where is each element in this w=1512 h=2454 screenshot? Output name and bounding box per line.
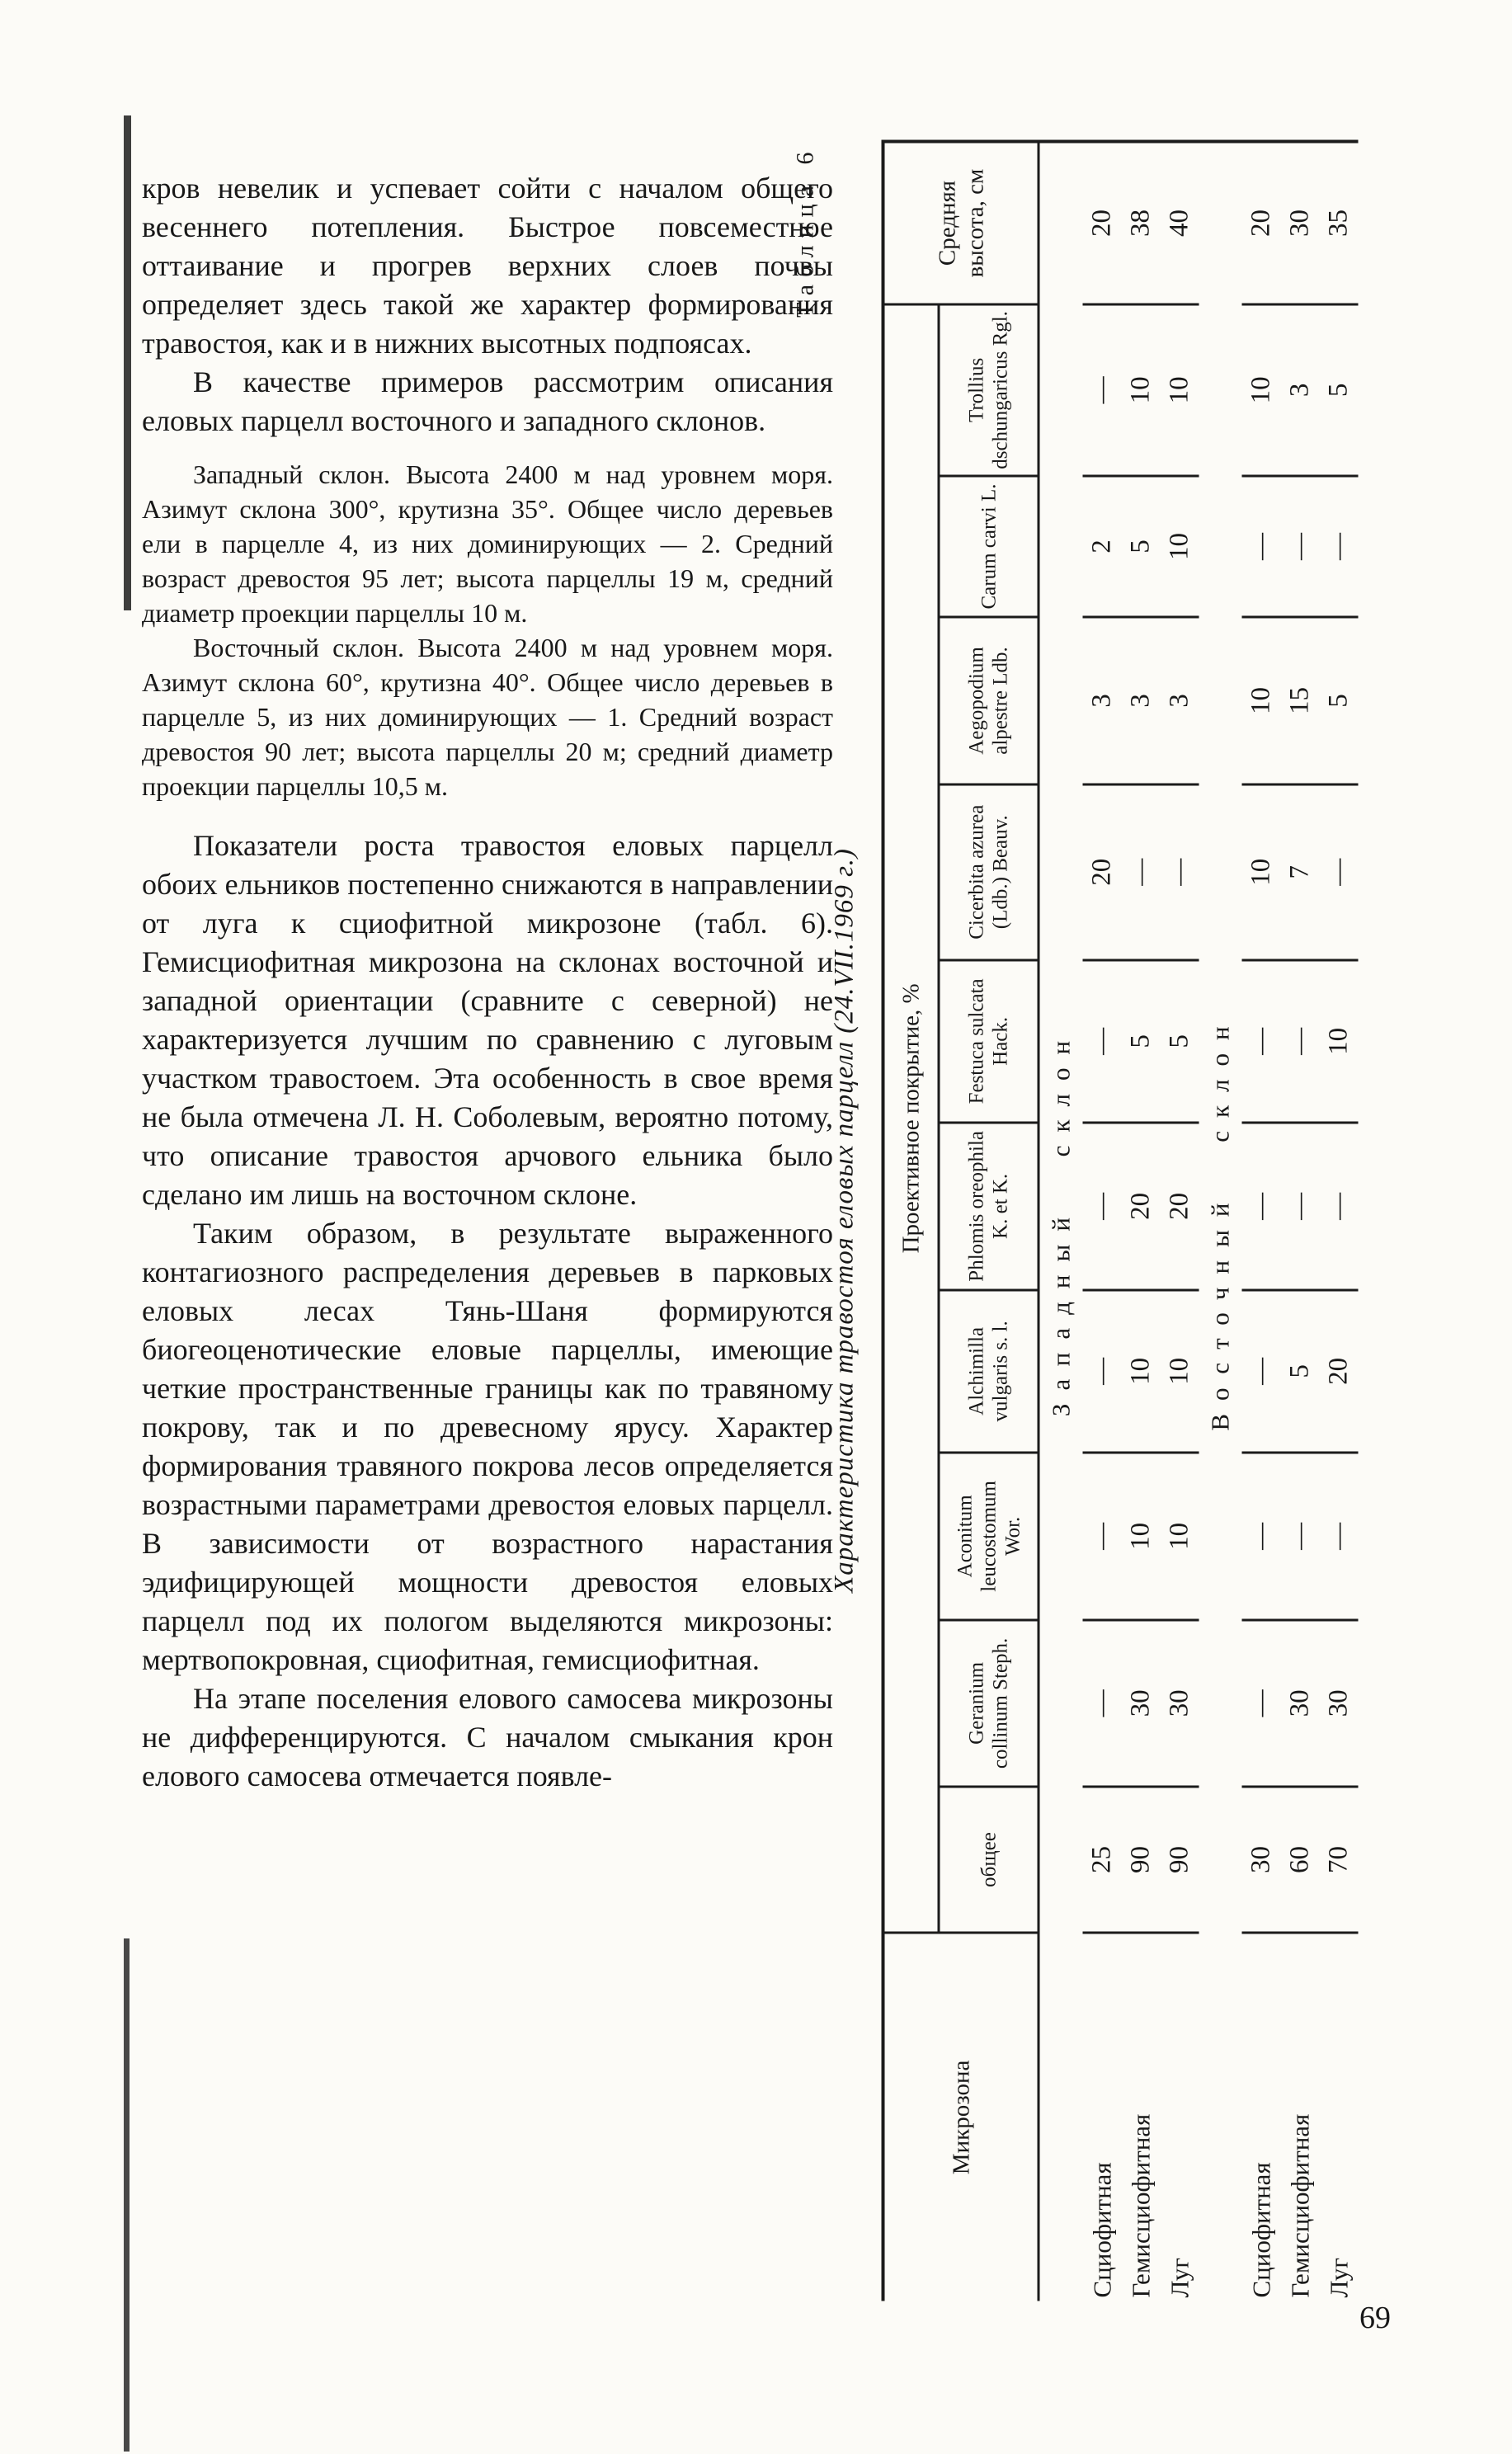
- scan-artifact-line: [124, 115, 131, 610]
- paragraph-west-slope: Западный склон. Высота 2400 м над уровнем моря. Азимут склона 300°, крутизна 35°. Общее число деревьев ели в парцелле 4, из них доминирующих — 2. Средний возраст древостоя 95 лет; высота парцеллы 19 м, средний диаметр проекции парцеллы 10 м.: [142, 459, 833, 628]
- table-row: [1122, 142, 1161, 2301]
- value-cell: 15: [1281, 617, 1320, 784]
- paragraph: На этапе поселения елового самосева микрозоны не дифференцируются. С началом смыкания крон елового самосева отмечается появле-: [142, 1682, 833, 1792]
- value-cell: 20: [1122, 1123, 1161, 1290]
- value-cell: 20: [1083, 142, 1122, 304]
- value-cell: —: [1083, 960, 1122, 1123]
- column-header-projective-cover: Проективное покрытие, %: [883, 304, 940, 1933]
- column-header-species: общее: [939, 1787, 1039, 1933]
- microzone-cell: Луг: [1324, 2258, 1353, 2298]
- group-header-west-slope: Западный склон: [1046, 1027, 1076, 1417]
- value-cell: 38: [1122, 142, 1161, 304]
- value-cell: —: [1083, 1123, 1122, 1290]
- value-cell: 5: [1122, 960, 1161, 1123]
- column-header-mean-height: Средняя высота, см: [883, 142, 1039, 304]
- value-cell: —: [1242, 476, 1281, 617]
- table-row: [1161, 142, 1199, 2301]
- value-cell: —: [1083, 1620, 1122, 1788]
- paragraph: Показатели роста травостоя еловых парцелл обоих ельников постепенно снижаются в направлении от луга к сциофитной микрозоне (табл. 6). Гемисциофитная микрозона на склонах восточной и западной ориентации (сравните с северной) не характеризуется лучшим по сравнению с луговым участком травостоем. Эта особенность в свое время не была отмечена Л. Н. Соболевым, вероятно потому, что описание травостоя арчового ельника было сделано им лишь на восточном склоне.: [142, 829, 833, 1211]
- microzone-cell: Луг: [1165, 2258, 1194, 2298]
- rotated-table-block: [792, 140, 1512, 2301]
- microzone-cell: Сциофитная: [1087, 2162, 1116, 2298]
- value-cell: —: [1320, 784, 1359, 960]
- table-row: [1281, 142, 1320, 2301]
- table-caption: Характеристика травостоя еловых парцелл (24.VII.1969 г.): [829, 848, 860, 1593]
- table-label: Таблица 6: [791, 144, 819, 318]
- table-row: [1083, 142, 1122, 2301]
- value-cell: 3: [1161, 617, 1199, 784]
- value-cell: 70: [1320, 1787, 1359, 1933]
- value-cell: 30: [1242, 1787, 1281, 1933]
- column-header-species: Aegopodium alpestre Ldb.: [939, 617, 1039, 784]
- value-cell: 30: [1320, 1620, 1359, 1788]
- column-header-species: Festuca sulcata Hack.: [939, 960, 1039, 1123]
- value-cell: 2: [1083, 476, 1122, 617]
- value-cell: 10: [1161, 304, 1199, 476]
- paragraph: В качестве примеров рассмотрим описания еловых парцелл восточного и западного склонов.: [142, 365, 833, 437]
- page-number: 69: [1359, 2301, 1391, 2335]
- value-cell: —: [1242, 1453, 1281, 1620]
- microzone-cell: Сциофитная: [1246, 2162, 1275, 2298]
- value-cell: 30: [1122, 1620, 1161, 1788]
- value-cell: 3: [1281, 304, 1320, 476]
- value-cell: —: [1242, 1290, 1281, 1453]
- value-cell: 10: [1242, 304, 1281, 476]
- value-cell: —: [1320, 476, 1359, 617]
- column-header-species: Aconitum leucostomum Wor.: [939, 1453, 1039, 1620]
- column-header-species: Geranium collinum Steph.: [939, 1620, 1039, 1788]
- value-cell: 10: [1242, 784, 1281, 960]
- value-cell: 30: [1161, 1620, 1199, 1788]
- column-header-species: Cicerbita azurea (Ldb.) Beauv.: [939, 784, 1039, 960]
- value-cell: 10: [1161, 476, 1199, 617]
- value-cell: —: [1281, 476, 1320, 617]
- value-cell: 10: [1320, 960, 1359, 1123]
- value-cell: —: [1281, 960, 1320, 1123]
- value-cell: 5: [1320, 617, 1359, 784]
- value-cell: —: [1242, 1123, 1281, 1290]
- value-cell: —: [1242, 1620, 1281, 1788]
- value-cell: —: [1161, 784, 1199, 960]
- value-cell: 3: [1122, 617, 1161, 784]
- microzone-cell: Гемисциофитная: [1285, 2113, 1314, 2298]
- value-cell: 10: [1122, 1453, 1161, 1620]
- microzone-cell: Гемисциофитная: [1126, 2113, 1155, 2298]
- value-cell: 5: [1281, 1290, 1320, 1453]
- value-cell: 5: [1161, 960, 1199, 1123]
- value-cell: 40: [1161, 142, 1199, 304]
- value-cell: 35: [1320, 142, 1359, 304]
- value-cell: 10: [1122, 304, 1161, 476]
- value-cell: 5: [1122, 476, 1161, 617]
- column-header-species: Trollius dschungaricus Rgl.: [939, 304, 1039, 476]
- value-cell: 20: [1161, 1123, 1199, 1290]
- value-cell: —: [1122, 784, 1161, 960]
- value-cell: —: [1242, 960, 1281, 1123]
- value-cell: 90: [1161, 1787, 1199, 1933]
- value-cell: —: [1083, 1290, 1122, 1453]
- value-cell: 10: [1161, 1453, 1199, 1620]
- value-cell: —: [1083, 1453, 1122, 1620]
- column-header-microzone: Микрозона: [883, 1933, 1039, 2301]
- value-cell: —: [1281, 1453, 1320, 1620]
- body-text-column: [142, 169, 833, 1796]
- column-header-species: Phlomis oreophila K. et K.: [939, 1123, 1039, 1290]
- value-cell: 20: [1320, 1290, 1359, 1453]
- column-header-species: Carum carvi L.: [939, 476, 1039, 617]
- value-cell: 25: [1083, 1787, 1122, 1933]
- paragraph: Таким образом, в результате выраженного контагиозного распределения деревьев в парковых еловых лесах Тянь-Шаня формируются биогеоценотические еловые парцеллы, имеющие четкие пространственные границы как по травяному покрову, так и по древесному ярусу. Характер формирования травяного покрова лесов определяется возрастными параметрами древостоя еловых парцелл. В зависимости от возрастного нарастания эдифицирующей мощности древостоя еловых парцелл под их пологом выделяются микрозоны: мертвопокровная, сциофитная, гемисциофитная.: [142, 1217, 833, 1676]
- data-table: [882, 140, 1359, 2301]
- scan-artifact-line: [124, 1938, 130, 2452]
- value-cell: 10: [1122, 1290, 1161, 1453]
- value-cell: 30: [1281, 1620, 1320, 1788]
- value-cell: —: [1320, 1453, 1359, 1620]
- value-cell: 20: [1083, 784, 1122, 960]
- group-header-east-slope: Восточный склон: [1205, 1013, 1235, 1431]
- value-cell: 30: [1281, 142, 1320, 304]
- value-cell: —: [1083, 304, 1122, 476]
- value-cell: —: [1281, 1123, 1320, 1290]
- table-row: [1320, 142, 1359, 2301]
- column-header-species: Alchimilla vulgaris s. l.: [939, 1290, 1039, 1453]
- value-cell: 10: [1242, 617, 1281, 784]
- paragraph: кров невелик и успевает сойти с началом общего весеннего потепления. Быстрое повсеместное оттаивание и прогрев верхних слоев почвы определяет здесь такой же характер формирования травостоя, как и в нижних высотных подпоясах.: [142, 172, 833, 360]
- value-cell: 90: [1122, 1787, 1161, 1933]
- value-cell: 60: [1281, 1787, 1320, 1933]
- value-cell: 3: [1083, 617, 1122, 784]
- value-cell: 20: [1242, 142, 1281, 304]
- value-cell: 5: [1320, 304, 1359, 476]
- value-cell: 10: [1161, 1290, 1199, 1453]
- table-row: [1242, 142, 1281, 2301]
- paragraph-east-slope: Восточный склон. Высота 2400 м над уровнем моря. Азимут склона 60°, крутизна 40°. Общее число деревьев в парцелле 5, из них доминирующих — 1. Средний возраст древостоя 90 лет; высота парцеллы 20 м; средний диаметр проекции парцеллы 10,5 м.: [142, 633, 833, 801]
- value-cell: —: [1320, 1123, 1359, 1290]
- value-cell: 7: [1281, 784, 1320, 960]
